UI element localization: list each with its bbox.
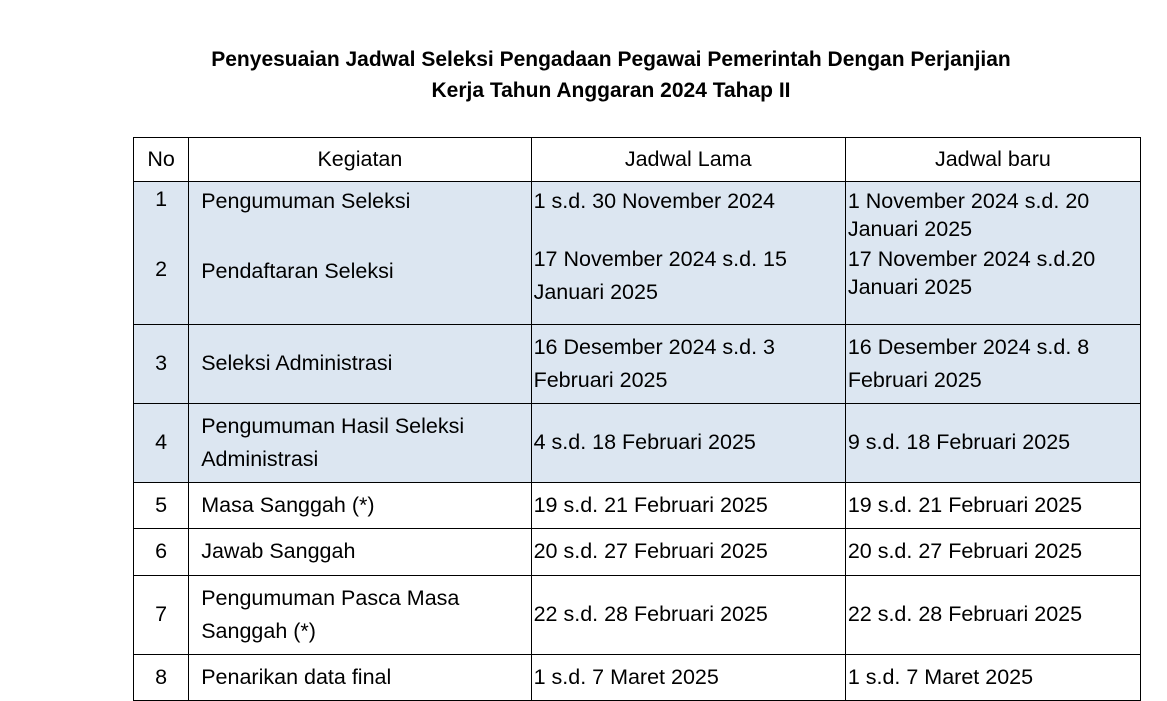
table-row [134,482,1141,528]
jadwal-baru-text: 22 s.d. 28 Februari 2025 [847,602,1083,626]
header-no: No [134,138,189,182]
row-kegiatan [189,403,531,482]
row-no: 8 [134,654,189,700]
title-line-1: Penyesuaian Jadwal Seleksi Pengadaan Pegawai Pemerintah Dengan Perjanjian [211,48,1011,71]
table-row [134,243,1141,324]
jadwal-lama-line-2: Februari 2025 [533,367,668,392]
jadwal-lama-text: 19 s.d. 21 Februari 2025 [533,492,768,517]
jadwal-baru-text: 20 s.d. 27 Februari 2025 [847,539,1083,563]
kegiatan-text: Masa Sanggah (*) [201,492,375,517]
row-jadwal-baru [845,243,1140,324]
kegiatan-text: Pendaftaran Seleksi [201,259,394,283]
kegiatan-text: Penarikan data final [201,664,392,689]
row-no: 4 [134,403,189,482]
row-jadwal-lama [531,482,845,528]
jadwal-baru-line-2: Januari 2025 [847,275,973,299]
title-line-2: Kerja Tahun Anggaran 2024 Tahap II [431,79,791,102]
row-kegiatan [189,482,531,528]
jadwal-baru-line-2: Januari 2025 [847,217,973,241]
kegiatan-line-2: Administrasi [201,446,319,471]
jadwal-lama-text: 4 s.d. 18 Februari 2025 [533,430,756,454]
kegiatan-line-1: Pengumuman Hasil Seleksi [201,413,465,438]
schedule-table [133,137,1141,701]
header-jadwal-lama: Jadwal Lama [531,138,845,182]
table-row [134,528,1141,575]
table-header-row [134,138,1141,182]
row-jadwal-lama [531,403,845,482]
row-jadwal-lama [531,528,845,575]
row-no: 2 [134,243,189,324]
jadwal-baru-text: 1 s.d. 7 Maret 2025 [847,664,1034,689]
row-kegiatan [189,654,531,700]
jadwal-lama-line-1: 16 Desember 2024 s.d. 3 [533,334,776,359]
kegiatan-line-1: Pengumuman Pasca Masa [201,585,460,610]
row-kegiatan [189,528,531,575]
row-kegiatan [189,575,531,654]
row-no: 6 [134,528,189,575]
row-no: 3 [134,324,189,403]
kegiatan-text: Seleksi Administrasi [201,351,393,375]
jadwal-baru-line-1: 16 Desember 2024 s.d. 8 [847,334,1090,359]
row-jadwal-lama [531,243,845,324]
row-no: 1 [134,182,189,244]
kegiatan-line-2: Sanggah (*) [201,618,316,643]
table-row [134,575,1141,654]
row-jadwal-lama [531,324,845,403]
jadwal-lama-line-2: Januari 2025 [533,280,658,304]
kegiatan-text: Pengumuman Seleksi [201,189,411,213]
table-row [134,654,1141,700]
table-row [134,182,1141,244]
row-jadwal-baru [845,654,1140,700]
jadwal-baru-line-1: 17 November 2024 s.d.20 [847,247,1096,271]
jadwal-lama-text: 1 s.d. 30 November 2024 [533,189,776,213]
jadwal-lama-text: 20 s.d. 27 Februari 2025 [533,539,768,563]
row-jadwal-lama [531,182,845,244]
row-jadwal-baru [845,403,1140,482]
table-row [134,403,1141,482]
row-jadwal-baru [845,575,1140,654]
row-jadwal-lama [531,654,845,700]
header-jadwal-baru: Jadwal baru [845,138,1140,182]
row-no: 7 [134,575,189,654]
document-title [0,44,1167,106]
jadwal-baru-line-2: Februari 2025 [847,367,982,392]
row-jadwal-baru [845,324,1140,403]
jadwal-baru-text: 19 s.d. 21 Februari 2025 [847,492,1083,517]
row-kegiatan [189,182,531,244]
row-jadwal-lama [531,575,845,654]
jadwal-lama-text: 22 s.d. 28 Februari 2025 [533,602,768,626]
jadwal-lama-text: 1 s.d. 7 Maret 2025 [533,664,719,689]
row-jadwal-baru [845,182,1140,244]
jadwal-baru-line-1: 1 November 2024 s.d. 20 [847,189,1090,213]
jadwal-baru-text: 9 s.d. 18 Februari 2025 [847,430,1071,454]
jadwal-lama-line-1: 17 November 2024 s.d. 15 [533,247,787,271]
kegiatan-text: Jawab Sanggah [201,539,356,563]
row-kegiatan [189,243,531,324]
table-row [134,324,1141,403]
row-jadwal-baru [845,528,1140,575]
row-jadwal-baru [845,482,1140,528]
row-no: 5 [134,482,189,528]
row-kegiatan [189,324,531,403]
header-kegiatan: Kegiatan [189,138,531,182]
